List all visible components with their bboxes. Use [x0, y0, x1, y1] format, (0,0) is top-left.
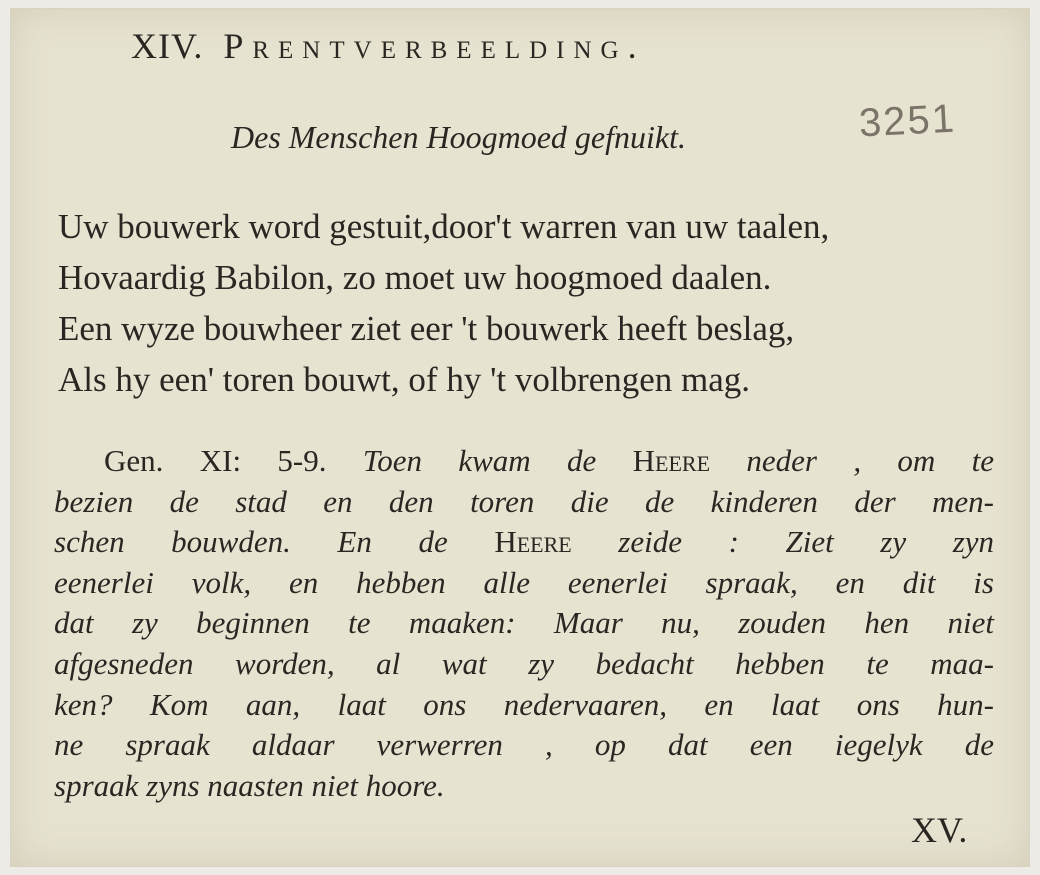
scripture-text: schen bouwden. En de: [54, 524, 448, 560]
scripture-text: Toen kwam de: [362, 443, 597, 478]
verse-block: [58, 201, 829, 405]
catchword: XV.: [911, 810, 968, 850]
scripture-passage: [54, 441, 994, 806]
pencil-inventory-number: 3251: [857, 96, 958, 146]
scripture-line: ne spraak aldaar verwerren , op dat een iegelyk de: [54, 727, 994, 763]
plate-heading: [131, 25, 646, 67]
page-sheet: [10, 8, 1030, 867]
plate-subtitle: Des Menschen Hoogmoed gefnuikt.: [231, 119, 686, 155]
scripture-line: bezien de stad en den toren die de kinderen der men-: [54, 483, 994, 519]
scripture-line: [54, 522, 994, 563]
scripture-text: neder , om te: [746, 443, 995, 478]
scripture-line: afgesneden worden, al wat zy bedacht hebben te maa-: [54, 645, 994, 681]
scripture-line: eenerlei volk, en hebben alle eenerlei spraak, en dit is: [54, 564, 994, 600]
scripture-line: [54, 441, 994, 482]
scripture-line: ken? Kom aan, laat ons nedervaaren, en laat ons hun-: [54, 686, 994, 722]
verse-line: Een wyze bouwheer ziet eer 't bouwerk heeft beslag,: [58, 309, 795, 348]
verse-line: Uw bouwerk word gestuit,door't warren van uw taalen,: [58, 207, 830, 246]
scripture-text: zeide : Ziet zy zyn: [618, 524, 995, 560]
scripture-lord: Heere: [632, 443, 711, 478]
scripture-line: dat zy beginnen te maaken: Maar nu, zouden hen niet: [54, 605, 994, 641]
scripture-line: spraak zyns naasten niet hoore.: [54, 767, 445, 803]
scripture-reference: Gen. XI: 5-9.: [104, 443, 327, 478]
verse-line: Hovaardig Babilon, zo moet uw hoogmoed daalen.: [58, 258, 772, 297]
verse-line: Als hy een' toren bouwt, of hy 't volbrengen mag.: [58, 360, 751, 399]
scripture-lord: Heere: [494, 524, 572, 560]
plate-number: XIV.: [131, 26, 204, 66]
plate-heading-title: Prentverbeelding.: [223, 26, 646, 66]
